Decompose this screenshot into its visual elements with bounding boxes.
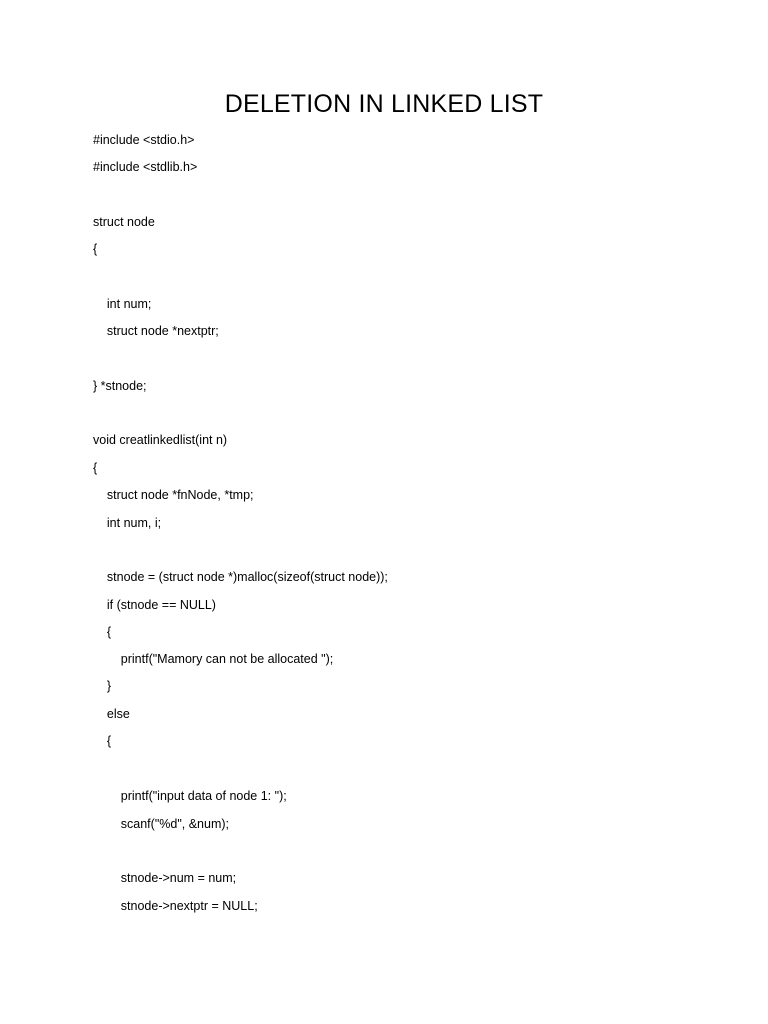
code-line: #include <stdlib.h> (93, 160, 198, 174)
code-line: { (93, 242, 98, 256)
code-line: { (93, 461, 98, 475)
code-line: int num, i; (93, 516, 162, 530)
code-line: if (stnode == NULL) (93, 598, 216, 612)
code-line: struct node *nextptr; (93, 324, 219, 338)
code-line: #include <stdio.h> (93, 133, 195, 147)
code-line: stnode->nextptr = NULL; (93, 899, 258, 913)
code-line: } (93, 679, 112, 693)
code-line: scanf("%d", &num); (93, 817, 229, 831)
code-line: else (93, 707, 130, 721)
code-line: stnode->num = num; (93, 871, 237, 885)
page-title: DELETION IN LINKED LIST (224, 90, 544, 118)
code-line: struct node *fnNode, *tmp; (93, 488, 254, 502)
code-line: stnode = (struct node *)malloc(sizeof(struct node)); (93, 570, 388, 584)
code-line: void creatlinkedlist(int n) (93, 433, 228, 447)
code-line: } *stnode; (93, 379, 147, 393)
code-line: printf("input data of node 1: "); (93, 789, 287, 803)
code-line: int num; (93, 297, 152, 311)
code-line: struct node (93, 215, 155, 229)
code-line: { (93, 734, 112, 748)
code-line: { (93, 625, 112, 639)
code-line: printf("Mamory can not be allocated "); (93, 652, 334, 666)
